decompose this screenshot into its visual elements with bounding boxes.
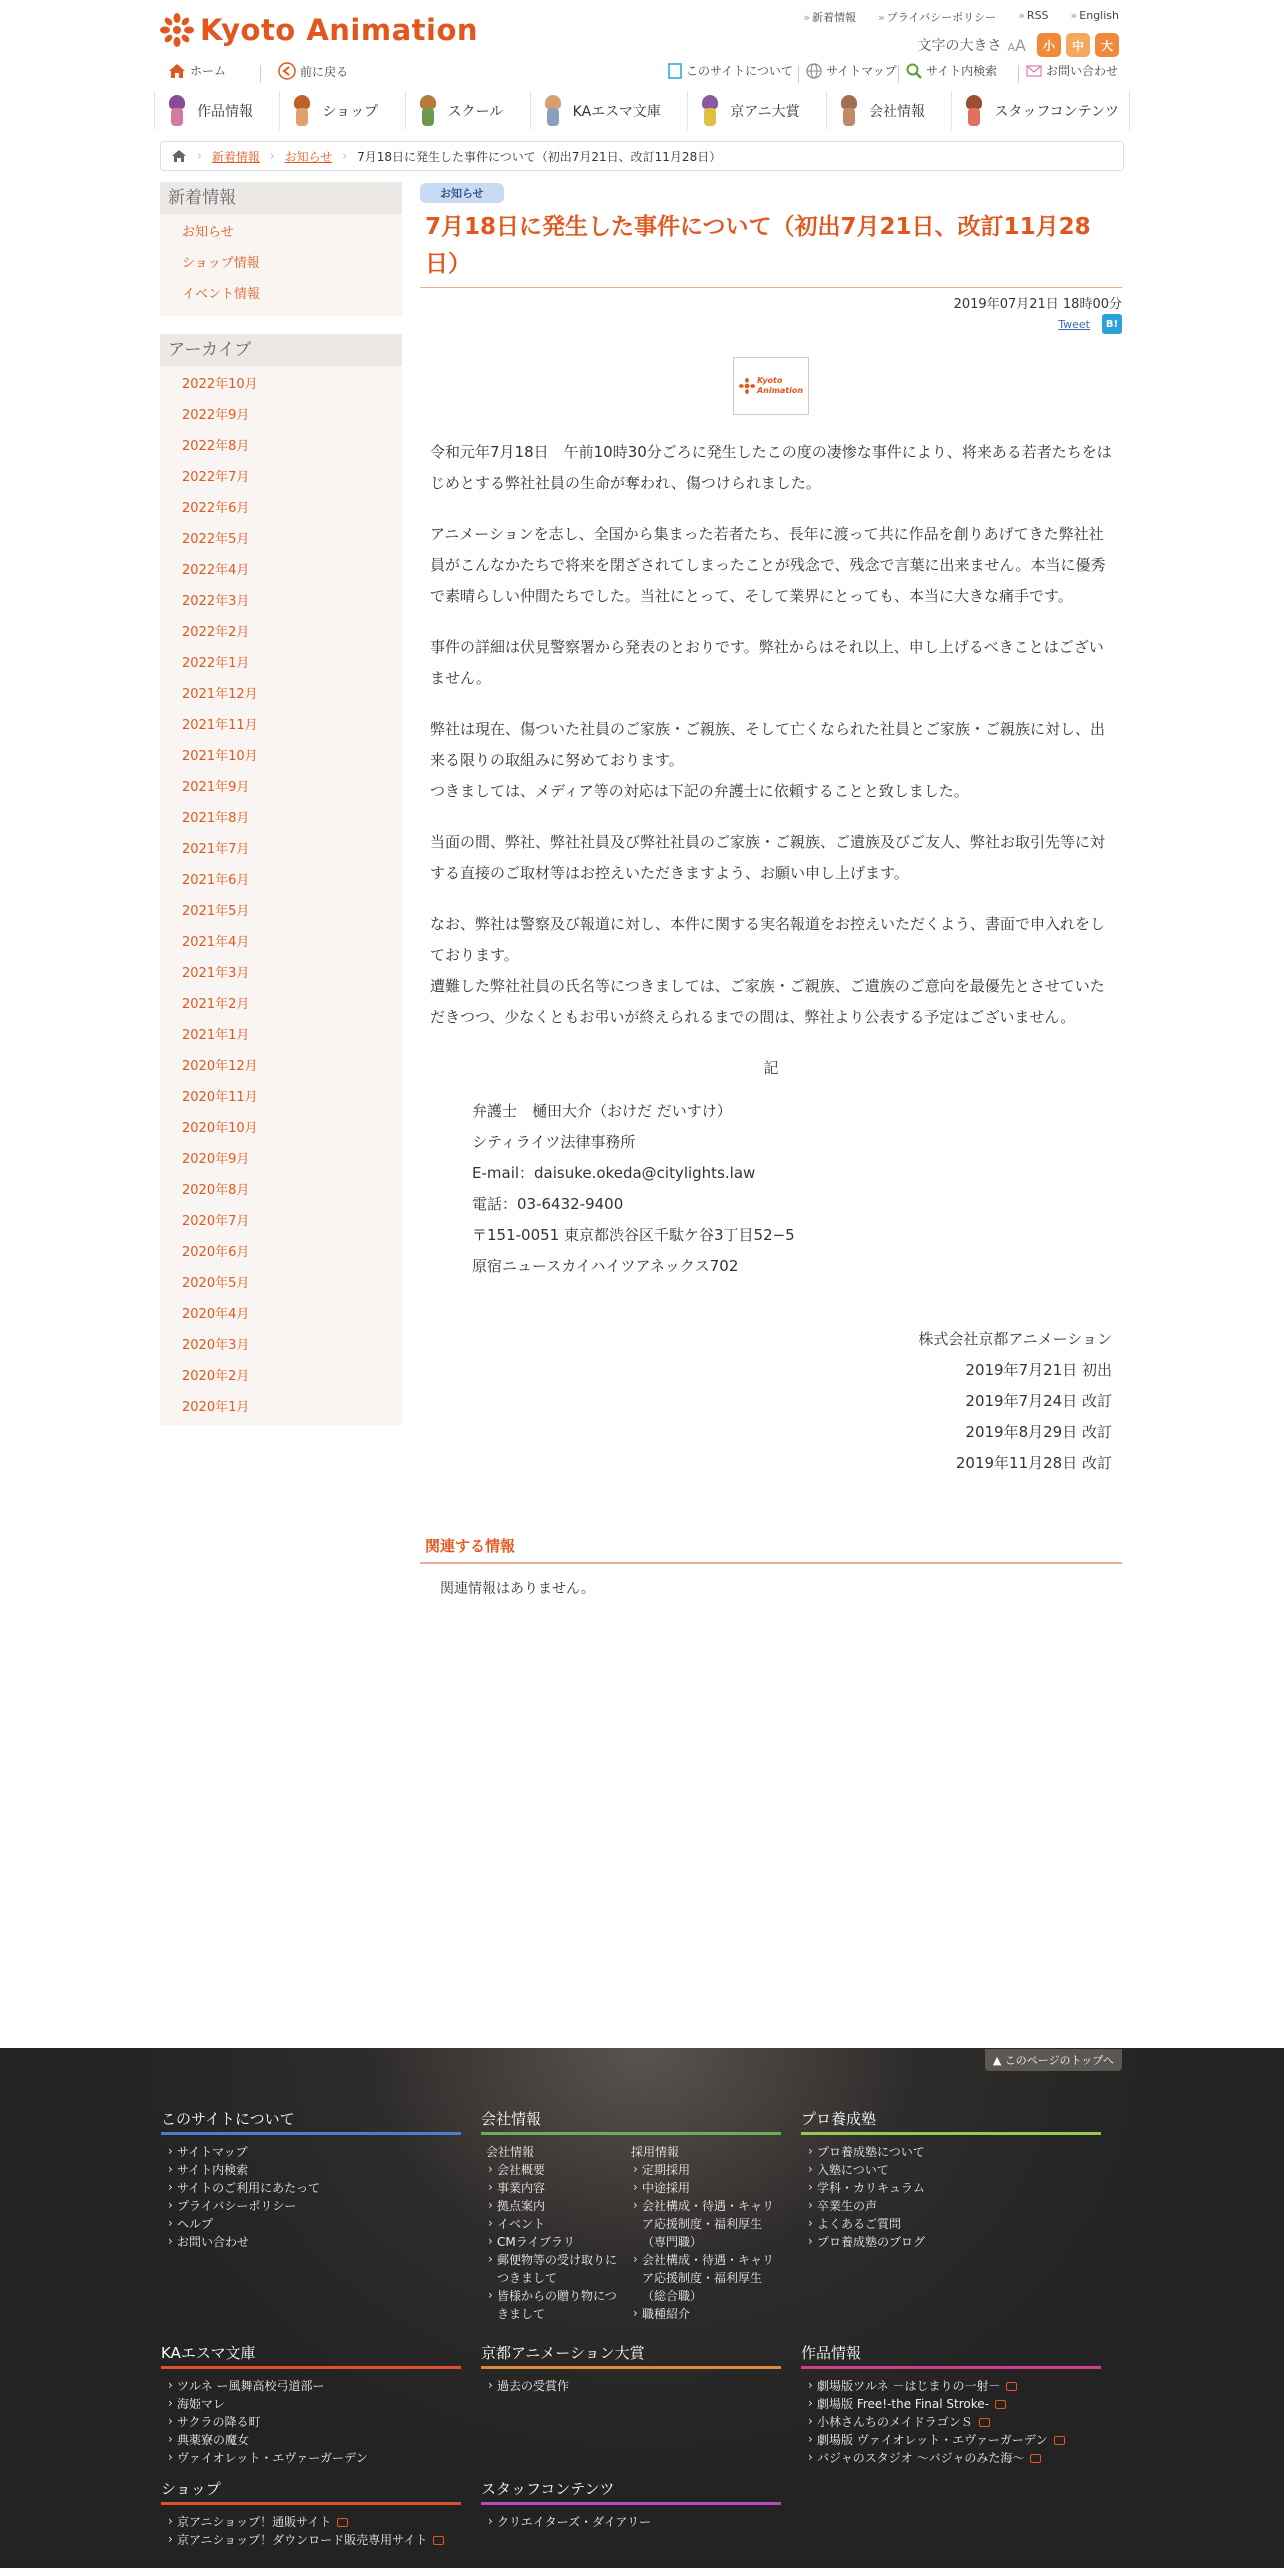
footer-divider [801, 2366, 1101, 2369]
breadcrumb-separator: › [342, 149, 348, 163]
article-paragraph: 令和元年7月18日 午前10時30分ごろに発生したこの度の凄惨な事件により、将来ある若者たちをはじめとする弊社社員の生命が奪われ、傷つけられました。 [430, 443, 1112, 492]
font-size-small-button[interactable]: 小 [1037, 33, 1061, 57]
nav-item-works[interactable]: 作品情報 [154, 92, 263, 130]
company-character-icon [837, 95, 861, 127]
footer-esuma-link[interactable] [161, 2413, 461, 2431]
footer-recruit-sub: 採用情報 [631, 2145, 680, 2159]
works-character-icon [165, 95, 189, 127]
footer-link-label: 中途採用 [642, 2181, 691, 2195]
external-link-icon [995, 2400, 1006, 2409]
footer-link-label: イベント [497, 2217, 546, 2231]
footer-school-link[interactable] [801, 2179, 1101, 2197]
archive-item[interactable]: 2022年1月 [182, 656, 250, 671]
footer-shop-link[interactable] [161, 2531, 461, 2549]
footer-esuma [161, 2342, 461, 2467]
article-paragraph: アニメーションを志し、全国から集まった若者たち、長年に渡って共に作品を創りあげてきた弊社社員がこんなかたちで将来を閉ざされてしまったことが残念で、残念で言葉に出来ません。本当に優秀で素晴らしい仲間たちでした。当社にとって、そして業界にとっても、本当に大きな痛手です。 [430, 525, 1106, 605]
footer-staff-title: スタッフコンテンツ [481, 2480, 615, 2498]
back-to-top-button[interactable]: ▲ このページのトップへ [985, 2049, 1122, 2071]
footer-school-link[interactable] [801, 2233, 1101, 2251]
sidebar-archive [160, 334, 402, 1425]
footer-company-link[interactable] [481, 2287, 626, 2323]
archive-item[interactable]: 2022年10月 [182, 377, 258, 392]
footer-works-link[interactable] [801, 2395, 1101, 2413]
archive-item[interactable]: 2020年3月 [182, 1338, 250, 1353]
footer-about-title: このサイトについて [161, 2110, 295, 2128]
archive-item[interactable]: 2021年8月 [182, 811, 250, 826]
article-paragraph: なお、弊社は警察及び報道に対し、本件に関する実名報道をお控えいただくよう、書面で申入れをしております。 遭難した弊社社員の氏名等につきましては、ご家族・ご親族、ご遺族のご意向を最優先とさせていただきつつ、少なくともお弔いが終えられるまでの間は、弊社より公表する予定はございません。 [430, 915, 1106, 1026]
footer-company-link[interactable] [481, 2233, 626, 2251]
kyoani-flower-icon [160, 13, 194, 47]
footer-link-label: 入塾について [817, 2163, 889, 2177]
footer-about-link[interactable] [161, 2233, 461, 2251]
archive-item[interactable]: 2020年2月 [182, 1369, 250, 1384]
footer-school-title: プロ養成塾 [801, 2110, 877, 2128]
sidebar-news-item[interactable]: ショップ情報 [182, 256, 260, 271]
footer-link-label: サイトのご利用にあたって [177, 2181, 321, 2195]
footer-about [161, 2108, 461, 2251]
footer-divider [801, 2132, 1101, 2135]
footer-about-link[interactable] [161, 2161, 461, 2179]
footer-link-label: 京アニショップ！ダウンロード販売専用サイト [177, 2533, 428, 2547]
footer-company [481, 2108, 781, 2323]
footer-link-label: 定期採用 [642, 2163, 691, 2177]
archive-item[interactable]: 2021年6月 [182, 873, 250, 888]
footer-link-label: 卒業生の声 [817, 2199, 878, 2213]
article-paragraph: 当面の間、弊社、弊社社員及び弊社社員のご家族・ご親族、ご遺族及びご友人、弊社お取引先等に対する直接のご取材等はお控えいただきますよう、お願い申し上げます。 [430, 833, 1106, 882]
sidebar-news-title: 新着情報 [160, 182, 402, 214]
breadcrumb-notice[interactable]: お知らせ [284, 149, 333, 164]
archive-item[interactable]: 2022年2月 [182, 625, 250, 640]
top-links [803, 9, 1119, 25]
footer-shop-title: ショップ [161, 2480, 221, 2498]
archive-item[interactable]: 2021年1月 [182, 1028, 250, 1043]
footer-staff [481, 2478, 781, 2531]
sidebar [160, 182, 402, 1443]
breadcrumb-separator: › [197, 149, 202, 163]
footer-works-link[interactable] [801, 2449, 1101, 2467]
home-link[interactable]: ホーム [168, 62, 226, 79]
sitemap-link[interactable]: サイトマップ [806, 62, 897, 79]
archive-item[interactable]: 2021年12月 [182, 687, 258, 702]
lawyer-line: 原宿ニュースカイハイツアネックス702 [472, 1257, 739, 1275]
footer-link-label: サクラの降る町 [177, 2415, 261, 2429]
footer-school-link[interactable] [801, 2215, 1101, 2233]
lawyer-line: シティライツ法律事務所 [472, 1133, 636, 1151]
footer-about-link[interactable] [161, 2143, 461, 2161]
footer-works-link[interactable] [801, 2413, 1101, 2431]
footer-recruit-link[interactable] [626, 2161, 781, 2179]
global-nav [152, 92, 1132, 130]
archive-item[interactable]: 2021年3月 [182, 966, 250, 981]
font-size-icon: AA [1007, 35, 1026, 55]
archive-item[interactable]: 2021年10月 [182, 749, 258, 764]
top-link-english[interactable]: » English [1070, 9, 1119, 22]
footer-link-label: 過去の受賞作 [497, 2379, 570, 2393]
footer-works-link[interactable] [801, 2431, 1101, 2449]
archive-item[interactable]: 2020年12月 [182, 1059, 258, 1074]
footer-link-label: ヘルプ [177, 2217, 214, 2231]
sidebar-news-item[interactable]: イベント情報 [182, 287, 261, 302]
hatena-bookmark-button[interactable]: B! [1102, 314, 1122, 334]
font-size-control [918, 33, 1119, 57]
archive-item[interactable]: 2020年1月 [182, 1400, 250, 1415]
footer-divider [161, 2366, 461, 2369]
article-body [420, 437, 1122, 1479]
footer [0, 2048, 1284, 2568]
archive-item[interactable]: 2021年9月 [182, 780, 250, 795]
article-title: 7月18日に発生した事件について（初出7月21日、改訂11月28日） [420, 209, 1122, 288]
footer-works [801, 2342, 1101, 2467]
footer-link-label: 会社構成・待遇・キャリア応援制度・福利厚生（総合職） [642, 2253, 775, 2303]
nav-item-company[interactable]: 会社情報 [826, 92, 935, 130]
footer-divider [481, 2132, 781, 2135]
signature-line: 2019年7月21日 初出 [965, 1361, 1112, 1379]
footer-link-label: 皆様からの贈り物につきまして [497, 2289, 617, 2321]
external-link-icon [1030, 2454, 1041, 2463]
article [420, 182, 1122, 1598]
footer-works-link[interactable] [801, 2377, 1101, 2395]
footer-school-link[interactable] [801, 2197, 1101, 2215]
archive-item[interactable]: 2020年8月 [182, 1183, 250, 1198]
sidebar-news [160, 182, 402, 316]
home-icon [168, 63, 186, 79]
archive-item[interactable]: 2021年2月 [182, 997, 250, 1012]
footer-link-label: 会社概要 [497, 2163, 546, 2177]
article-paragraph: 弊社は現在、傷ついた社員のご家族・ご親族、そして亡くなられた社員とご家族・ご親族に対し、出来る限りの取組みに努めております。 つきましては、メディア等の対応は下記の弁護士に依頼することと致しました。 [430, 720, 1106, 800]
signature-block [430, 1324, 1112, 1479]
award-character-icon [698, 95, 722, 127]
font-size-large-button[interactable]: 大 [1095, 33, 1119, 57]
external-link-icon [979, 2418, 990, 2427]
footer-link-label: バジャのスタジオ ～バジャのみた海～ [817, 2451, 1025, 2465]
external-link-icon [337, 2518, 348, 2527]
lawyer-line: 弁護士 樋田大介（おけだ だいすけ） [472, 1102, 732, 1120]
footer-link-label: サイト内検索 [177, 2163, 249, 2177]
archive-item[interactable]: 2022年6月 [182, 501, 250, 516]
article-logo-image [733, 357, 809, 415]
footer-link-label: お問い合わせ [177, 2235, 250, 2249]
footer-company-link[interactable] [481, 2161, 626, 2179]
archive-item[interactable]: 2022年4月 [182, 563, 250, 578]
external-link-icon [433, 2536, 444, 2545]
footer-about-link[interactable] [161, 2215, 461, 2233]
footer-link-label: ヴァイオレット・エヴァーガーデン [177, 2451, 368, 2465]
archive-item[interactable]: 2020年4月 [182, 1307, 250, 1322]
footer-shop-link[interactable] [161, 2513, 461, 2531]
archive-item[interactable]: 2021年5月 [182, 904, 250, 919]
related-info-text: 関連情報はありません。 [440, 1581, 595, 1597]
archive-item[interactable]: 2022年8月 [182, 439, 250, 454]
footer-company-link[interactable] [481, 2197, 626, 2215]
staff-character-icon [962, 95, 986, 127]
archive-item[interactable]: 2020年11月 [182, 1090, 258, 1105]
article-date: 2019年07月21日 18時00分 [953, 297, 1122, 312]
footer-divider [481, 2502, 781, 2505]
home-icon[interactable] [171, 149, 187, 163]
nav-item-shop[interactable]: ショップ [279, 92, 388, 130]
logo-text: Kyoto Animation [200, 13, 479, 47]
kyoani-flower-icon [739, 378, 755, 394]
footer-about-link[interactable] [161, 2179, 461, 2197]
footer-link-label: 劇場版ツルネ －はじまりの一射－ [817, 2379, 1001, 2393]
footer-link-label: 劇場版 Free!-the Final Stroke- [817, 2397, 989, 2411]
shop-character-icon [290, 95, 314, 127]
back-arrow-icon [278, 62, 296, 80]
footer-company-sub: 会社情報 [486, 2145, 535, 2159]
footer-link-label: クリエイターズ・ダイアリー [497, 2515, 652, 2529]
footer-company-link[interactable] [481, 2179, 626, 2197]
footer-award [481, 2342, 781, 2395]
footer-school-link[interactable] [801, 2161, 1101, 2179]
article-paragraph: 事件の詳細は伏見警察署から発表のとおりです。弊社からはそれ以上、申し上げるべきことはございません。 [430, 638, 1104, 687]
footer-company-link[interactable] [481, 2251, 626, 2287]
school-character-icon [416, 95, 440, 127]
footer-link-label: 事業内容 [497, 2181, 546, 2195]
footer-esuma-title: KAエスマ文庫 [161, 2344, 256, 2362]
archive-item[interactable]: 2022年5月 [182, 532, 250, 547]
footer-school-link[interactable] [801, 2143, 1101, 2161]
footer-recruit-link[interactable] [626, 2197, 781, 2251]
footer-link-label: 職種紹介 [642, 2307, 691, 2321]
footer-award-link[interactable] [481, 2377, 781, 2395]
footer-link-label: CMライブラリ [497, 2235, 576, 2249]
related-info-title: 関連する情報 [420, 1535, 1122, 1564]
utility-bar [160, 62, 1124, 86]
archive-item[interactable]: 2020年6月 [182, 1245, 250, 1260]
top-link-rss[interactable]: » RSS [1018, 9, 1049, 22]
footer-link-label: 拠点案内 [497, 2199, 546, 2213]
external-link-icon [1054, 2436, 1065, 2445]
footer-esuma-link[interactable] [161, 2377, 461, 2395]
footer-recruit-link[interactable] [626, 2179, 781, 2197]
footer-company-link[interactable] [481, 2215, 626, 2233]
lawyer-line: 〒151-0051 東京都渋谷区千駄ケ谷3丁目52−5 [472, 1226, 795, 1244]
archive-item[interactable]: 2022年9月 [182, 408, 250, 423]
globe-icon [806, 63, 822, 79]
category-badge[interactable]: お知らせ [420, 183, 504, 203]
sidebar-news-item[interactable]: お知らせ [182, 225, 234, 240]
top-link-news[interactable]: » 新着情報 [803, 11, 856, 24]
footer-link-label: 小林さんちのメイドラゴンＳ [817, 2415, 973, 2429]
footer-staff-link[interactable] [481, 2513, 781, 2531]
mail-icon [1026, 65, 1042, 77]
external-link-icon [1006, 2382, 1017, 2391]
footer-link-label: プロ養成塾について [817, 2145, 925, 2159]
footer-link-label: 海姫マレ [177, 2397, 226, 2411]
logo-word-bottom: Animation [756, 386, 804, 395]
footer-esuma-link[interactable] [161, 2449, 461, 2467]
lawyer-contact [430, 1096, 1112, 1282]
footer-works-title: 作品情報 [801, 2344, 862, 2362]
lawyer-line: 電話：03-6432-9400 [472, 1195, 624, 1213]
nav-item-esuma[interactable]: KAエスマ文庫 [530, 92, 671, 130]
footer-school [801, 2108, 1101, 2251]
archive-item[interactable]: 2021年11月 [182, 718, 258, 733]
site-logo[interactable] [160, 10, 478, 50]
sidebar-archive-title: アーカイブ [160, 334, 402, 366]
top-link-privacy[interactable]: » プライバシーポリシー [878, 11, 997, 24]
signature-line: 2019年7月24日 改訂 [965, 1392, 1112, 1410]
font-size-medium-button[interactable]: 中 [1066, 33, 1090, 57]
archive-item[interactable]: 2020年10月 [182, 1121, 258, 1136]
footer-shop [161, 2478, 461, 2549]
footer-recruit-link[interactable] [626, 2251, 781, 2305]
share-buttons [420, 313, 1122, 335]
archive-item[interactable]: 2021年4月 [182, 935, 250, 950]
footer-link-label: 京アニショップ！通販サイト [177, 2515, 332, 2529]
footer-link-label: プロ養成塾のブログ [817, 2235, 926, 2249]
footer-award-title: 京都アニメーション大賞 [481, 2344, 645, 2362]
lawyer-line: E-mail：daisuke.okeda@citylights.law [472, 1164, 756, 1182]
footer-link-label: 学科・カリキュラム [817, 2181, 925, 2195]
footer-divider [161, 2502, 461, 2505]
search-icon [906, 63, 922, 79]
tweet-button[interactable]: Tweet [1058, 317, 1090, 331]
footer-link-label: 劇場版 ヴァイオレット・エヴァーガーデン [817, 2433, 1048, 2447]
footer-divider [161, 2132, 461, 2135]
nav-item-school[interactable]: スクール [405, 92, 514, 130]
esuma-character-icon [541, 95, 565, 127]
back-link[interactable]: 前に戻る [278, 62, 348, 80]
archive-item[interactable]: 2021年7月 [182, 842, 250, 857]
archive-item[interactable]: 2022年7月 [182, 470, 250, 485]
archive-item[interactable]: 2020年5月 [182, 1276, 250, 1291]
logo-word-top: Kyoto [756, 376, 783, 385]
footer-about-link[interactable] [161, 2197, 461, 2215]
footer-link-label: 郵便物等の受け取りにつきまして [497, 2253, 618, 2285]
footer-company-title: 会社情報 [481, 2110, 542, 2128]
document-icon [668, 63, 682, 79]
footer-link-label: プライバシーポリシー [177, 2199, 297, 2213]
breadcrumb-news[interactable]: 新着情報 [211, 149, 260, 164]
breadcrumb [160, 141, 1124, 171]
font-size-label: 文字の大きさ [917, 38, 1002, 54]
footer-link-label: よくあるご質問 [817, 2217, 902, 2231]
signature-line: 2019年8月29日 改訂 [965, 1423, 1112, 1441]
nav-item-award[interactable]: 京アニ大賞 [687, 92, 809, 130]
footer-esuma-link[interactable] [161, 2431, 461, 2449]
nav-item-staff[interactable]: スタッフコンテンツ [951, 92, 1130, 130]
footer-link-label: サイトマップ [177, 2145, 248, 2159]
signature-line: 2019年11月28日 改訂 [955, 1454, 1112, 1472]
archive-item[interactable]: 2020年9月 [182, 1152, 250, 1167]
about-site-link[interactable]: このサイトについて [668, 62, 793, 79]
ki-mark: 記 [763, 1059, 779, 1077]
site-search-link[interactable]: サイト内検索 [906, 62, 997, 79]
footer-recruit-link[interactable] [626, 2305, 781, 2323]
footer-link-label: ツルネ ー風舞高校弓道部ー [177, 2379, 325, 2393]
breadcrumb-separator: › [269, 149, 275, 163]
footer-link-label: 典薬寮の魔女 [177, 2433, 250, 2447]
signature-line: 株式会社京都アニメーション [918, 1330, 1112, 1348]
archive-item[interactable]: 2022年3月 [182, 594, 250, 609]
archive-item[interactable]: 2020年7月 [182, 1214, 250, 1229]
breadcrumb-current: 7月18日に発生した事件について（初出7月21日、改訂11月28日） [357, 149, 722, 164]
contact-link[interactable]: お問い合わせ [1026, 62, 1118, 79]
footer-divider [481, 2366, 781, 2369]
footer-esuma-link[interactable] [161, 2395, 461, 2413]
footer-link-label: 会社構成・待遇・キャリア応援制度・福利厚生（専門職） [642, 2199, 775, 2249]
